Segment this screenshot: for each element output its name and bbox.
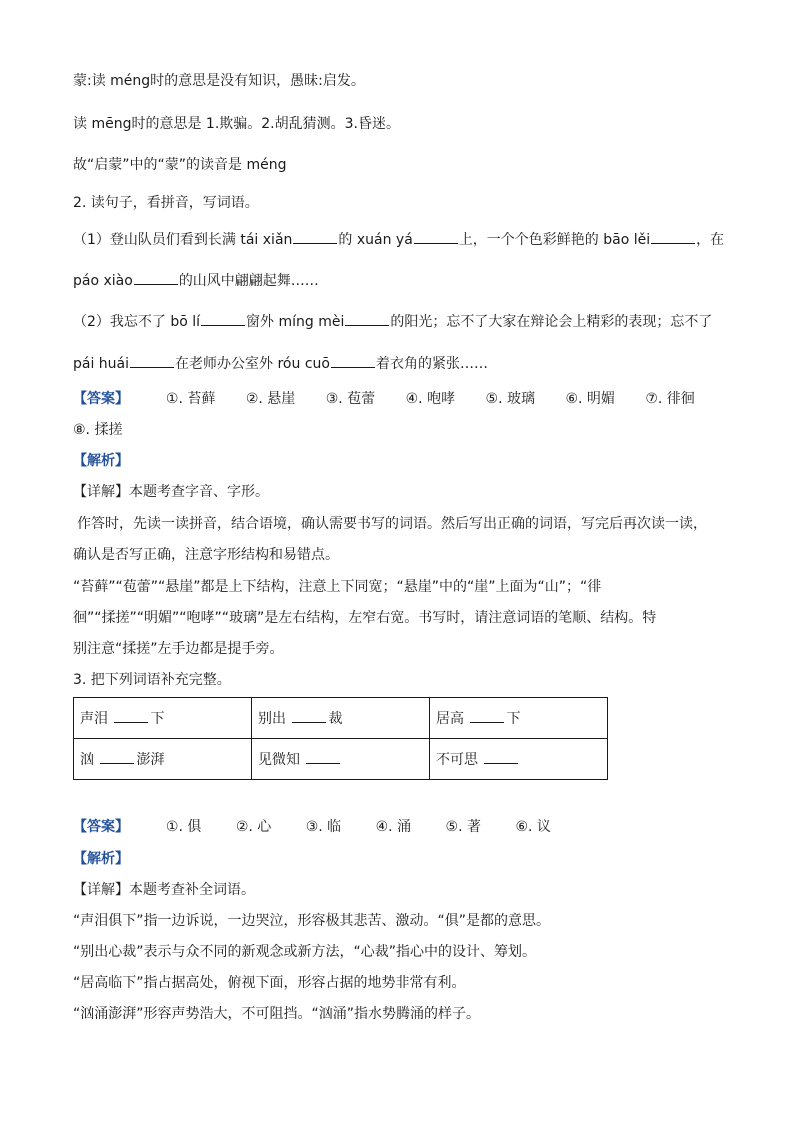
sentence-line bbox=[73, 353, 488, 374]
text: 在老师办公室外 róu cuō bbox=[175, 356, 330, 372]
text: 着衣角的紧张…… bbox=[375, 356, 488, 372]
question-title: 3. 把下列词语补充完整。 bbox=[73, 672, 231, 688]
detail-text: 本题考查字音、字形。 bbox=[129, 484, 269, 500]
detail-text: 本题考查补全词语。 bbox=[129, 882, 255, 898]
answer-blank[interactable] bbox=[293, 229, 337, 244]
answer-blank[interactable] bbox=[130, 353, 174, 368]
paragraph-line: 作答时，先读一读拼音，结合语境，确认需要书写的词语。然后写出正确的词语，写完后再次读一读， bbox=[77, 516, 707, 532]
answer-blank[interactable] bbox=[201, 311, 245, 326]
sentence-line bbox=[73, 229, 724, 250]
answer-item: ③. 临 bbox=[305, 819, 342, 835]
answer-item: ②. 悬崖 bbox=[245, 391, 296, 407]
detail-tag: 【详解】 bbox=[73, 882, 129, 898]
answer-item: ④. 咆哮 bbox=[405, 391, 456, 407]
answer-blank[interactable] bbox=[345, 311, 389, 326]
text-line: 读 mēng时的意思是 1.欺骗。2.胡乱猜测。3.昏迷。 bbox=[73, 116, 400, 132]
sentence-line bbox=[73, 270, 319, 291]
answer-item: ②. 心 bbox=[235, 819, 272, 835]
text: 的 xuán yá bbox=[338, 232, 413, 248]
detail-tag: 【详解】 bbox=[73, 484, 129, 500]
answer-item: ①. 俱 bbox=[165, 819, 202, 835]
answer-item: ⑤. 玻璃 bbox=[485, 391, 535, 407]
text: 窗外 míng mèi bbox=[246, 314, 345, 330]
answer-tag: 【答案】 bbox=[73, 391, 129, 407]
fill-table bbox=[73, 697, 608, 780]
answer-item: ⑦. 徘徊 bbox=[645, 391, 695, 407]
text: 上，一个个色彩鲜艳的 bāo lěi bbox=[458, 232, 651, 248]
answer-item: ④. 涌 bbox=[375, 819, 412, 835]
paragraph-line: 徊”“揉搓”“明媚”“咆哮”“玻璃”是左右结构，左窄右宽。书写时，请注意词语的笔顺、结构。特 bbox=[73, 610, 657, 626]
text: 的山风中翩翩起舞…… bbox=[178, 273, 319, 289]
text: pái huái bbox=[73, 356, 130, 372]
text: páo xiào bbox=[73, 273, 133, 289]
text-line: 蒙:读 méng时的意思是没有知识，愚昧:启发。 bbox=[73, 73, 365, 89]
paragraph-line: “居高临下”指占据高处，俯视下面，形容占据的地势非常有利。 bbox=[73, 975, 466, 991]
answer-item: ⑤. 著 bbox=[445, 819, 481, 835]
answer-row bbox=[73, 817, 551, 837]
table-cell[interactable]: 汹 澎湃 bbox=[74, 739, 252, 780]
analysis-tag: 【解析】 bbox=[73, 851, 129, 867]
answer-blank[interactable] bbox=[134, 270, 178, 285]
paragraph-line: “汹涌澎湃”形容声势浩大，不可阻挡。“汹涌”指水势腾涌的样子。 bbox=[73, 1006, 481, 1022]
question-title: 2. 读句子，看拼音，写词语。 bbox=[73, 195, 259, 211]
answer-item: ⑥. 议 bbox=[515, 819, 551, 835]
analysis-tag: 【解析】 bbox=[73, 453, 129, 469]
answer-blank[interactable] bbox=[414, 229, 458, 244]
table-cell[interactable]: 不可思 bbox=[430, 739, 608, 780]
paragraph-line: 别注意“揉搓”左手边都是提手旁。 bbox=[73, 641, 284, 657]
answer-tag: 【答案】 bbox=[73, 819, 129, 835]
detail-line bbox=[73, 880, 255, 900]
paragraph-line: “声泪俱下”指一边诉说，一边哭泣，形容极其悲苦、激动。“俱”是都的意思。 bbox=[73, 913, 551, 929]
paragraph-line: “别出心裁”表示与众不同的新观念或新方法，“心裁”指心中的设计、筹划。 bbox=[73, 944, 537, 960]
text: （1）登山队员们看到长满 tái xiǎn bbox=[73, 232, 293, 248]
text: 的阳光；忘不了大家在辩论会上精彩的表现；忘不了 bbox=[390, 314, 713, 330]
paragraph-line: 确认是否写正确，注意字形结构和易错点。 bbox=[73, 547, 339, 563]
answer-item: ①. 苔藓 bbox=[165, 391, 216, 407]
sentence-line bbox=[73, 311, 712, 332]
table-cell[interactable]: 声泪 下 bbox=[74, 698, 252, 739]
paragraph-line: “苔藓”“苞蕾”“悬崖”都是上下结构，注意上下同宽；“悬崖”中的“崖”上面为“山”；“徘 bbox=[73, 579, 602, 595]
table-cell[interactable]: 见微知 bbox=[252, 739, 430, 780]
answer-item: ⑥. 明媚 bbox=[565, 391, 615, 407]
answer-item: ⑧. 揉搓 bbox=[73, 422, 123, 438]
answer-blank[interactable] bbox=[331, 353, 375, 368]
table-cell[interactable]: 居高 下 bbox=[430, 698, 608, 739]
answer-item: ③. 苞蕾 bbox=[325, 391, 376, 407]
text-line: 故“启蒙”中的“蒙”的读音是 méng bbox=[73, 157, 287, 173]
table-cell[interactable]: 别出 裁 bbox=[252, 698, 430, 739]
detail-line bbox=[73, 482, 269, 502]
answer-blank[interactable] bbox=[651, 229, 695, 244]
text: ，在 bbox=[696, 232, 725, 248]
text: （2）我忘不了 bō lí bbox=[73, 314, 201, 330]
answer-row bbox=[73, 389, 695, 409]
